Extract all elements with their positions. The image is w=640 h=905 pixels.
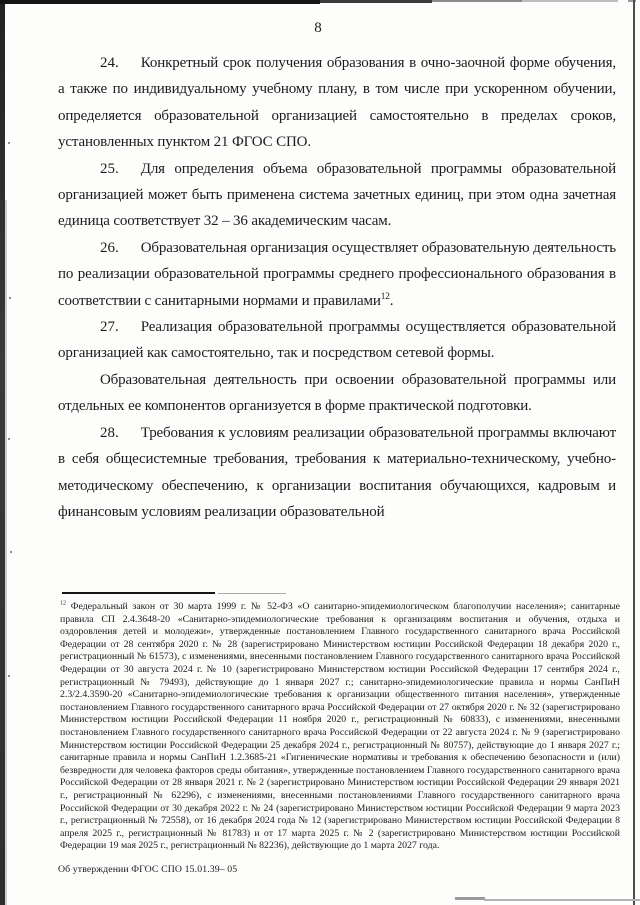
scan-artifact-right-edge <box>633 0 635 905</box>
scan-artifact-left-shadow <box>5 200 7 905</box>
paragraph-number: 25. <box>100 160 119 177</box>
footnote-text: Федеральный закон от 30 марта 1999 г. № 52-ФЗ «О санитарно-эпидемиологическом благополучии населения»; санитарные правила СП 2.4.3648-20 «Санитарно-эпидемиологические требования к организациям воспитания и обучения, отдыха и оздоровления детей и молодежи», утвержденные постановлением Главного государственного санитарного врача Российской Федерации от 28 сентября 2020 г. № 28 (зарегистрировано Министерством юстиции Российской Федерации 18 декабря 2020 г., регистрационный № 61573), с изменениями, внесенными постановлением Главного государственного санитарного врача Российской Федерации от 30 августа 2024 г. № 10 (зарегистрировано Министерством юстиции Российской Федерации 17 сентября 2024 г., регистрационный № 79493), действующие до 1 января 2027 г.; санитарно-эпидемиологические правила и нормы СанПиН 2.3/2.4.3590-20 «Санитарно-эпидемиологические требования к организации общественного питания населения», утвержденные постановлением Главного государственного санитарного врача Российской Федерации от 27 октября 2020 г. № 32 (зарегистрировано Министерством юстиции Российской Федерации 11 ноября 2020 г., регистрационный № 60833), с изменениями, внесенными постановлением Главного государственного санитарного врача Российской Федерации от 22 августа 2024 г. № 9 (зарегистрировано Министерством юстиции Российской Федерации 25 декабря 2024 г., регистрационный № 80757), действующие до 1 января 2027 г.; санитарные правила и нормы СанПиН 1.2.3685-21 «Гигиенические нормативы и требования к обеспечению безопасности и (или) безвредности для человека факторов среды обитания», утвержденные постановлением Главного государственного санитарного врача Российской Федерации от 28 января 2021 г. № 2 (зарегистрировано Министерством юстиции Российской Федерации 29 января 2021 г., регистрационный № 62296), с изменениями, внесенными постановлениями Главного государственного санитарного врача Российской Федерации от 30 декабря 2022 г. № 24 (зарегистрировано Министерством юстиции Российской Федерации 9 марта 2023 г., регистрационный № 72558), от 16 декабря 2024 года № 12 (зарегистрировано Министерством юстиции Российской Федерации 8 апреля 2025 г., регистрационный № 81783) и от 17 марта 2025 г. № 2 (зарегистрировано Министерством юстиции Российской Федерации 19 мая 2025 г., регистрационный № 82236), действующие до 1 марта 2027 года. <box>60 601 621 852</box>
footnote-12 <box>60 601 620 853</box>
paragraph: 24. Конкретный срок получения образования в очно-заочной форме обучения, а также по индивидуальному учебному плану, в том числе при ускоренном обучении, определяется образовательной организацией самостоятельно в пределах сроков, установленных пунктом 21 ФГОС СПО. <box>58 55 616 151</box>
scan-artifact-top-edge <box>522 0 618 2</box>
scan-artifact-bottom-edge <box>484 899 640 901</box>
footnote-reference: 12 <box>380 291 390 302</box>
page-number: 8 <box>314 20 322 36</box>
paragraph-number: 27. <box>100 319 119 336</box>
paragraph-number: 26. <box>100 239 119 256</box>
paragraph-number: 28. <box>100 424 119 441</box>
footnote-separator-faint <box>218 593 286 594</box>
scan-speck <box>8 675 10 677</box>
scan-artifact-top-edge <box>432 0 522 2</box>
scan-artifact-top-edge <box>0 0 320 4</box>
paragraph: 27. Реализация образовательной программы осуществляется образовательной организацией как самостоятельно, так и посредством сетевой формы. <box>58 319 616 362</box>
paragraph: 25. Для определения объема образовательной программы образовательной организацией может быть применена система зачетных единиц, при этом одна зачетная единица соответствует 32 – 36 академическим часам. <box>58 160 616 230</box>
scan-artifact-top-edge <box>320 0 432 3</box>
paragraph: Образовательная деятельность при освоении образовательной программы или отдельных ее компонентов организуется в форме практической подготовки. <box>58 371 616 415</box>
paragraph: 26. Образовательная организация осуществляет образовательную деятельность по реализации образовательной программы среднего профессионального образования в соответствии с санитарными нормами и правилами$^{12}$. <box>58 239 616 309</box>
footnote-separator <box>62 592 215 594</box>
scan-speck <box>9 297 11 299</box>
scan-speck <box>8 438 10 440</box>
paragraph: 28. Требования к условиям реализации образовательной программы включают в себя общесистемные требования, требования к материально-техническому, учебно-методическому обеспечению, к организации воспитания обучающихся, кадровым и финансовым условиям реализации образовательной <box>58 424 616 520</box>
scan-speck <box>8 142 10 144</box>
document-footer: Об утверждении ФГОС СПО 15.01.39– 05 <box>58 864 238 875</box>
scan-artifact-bottom-edge <box>455 897 485 900</box>
footnote-marker: 12 <box>60 600 67 607</box>
scan-speck <box>10 551 12 553</box>
paragraph-number: 24. <box>100 55 119 71</box>
body-paragraphs <box>58 50 616 525</box>
